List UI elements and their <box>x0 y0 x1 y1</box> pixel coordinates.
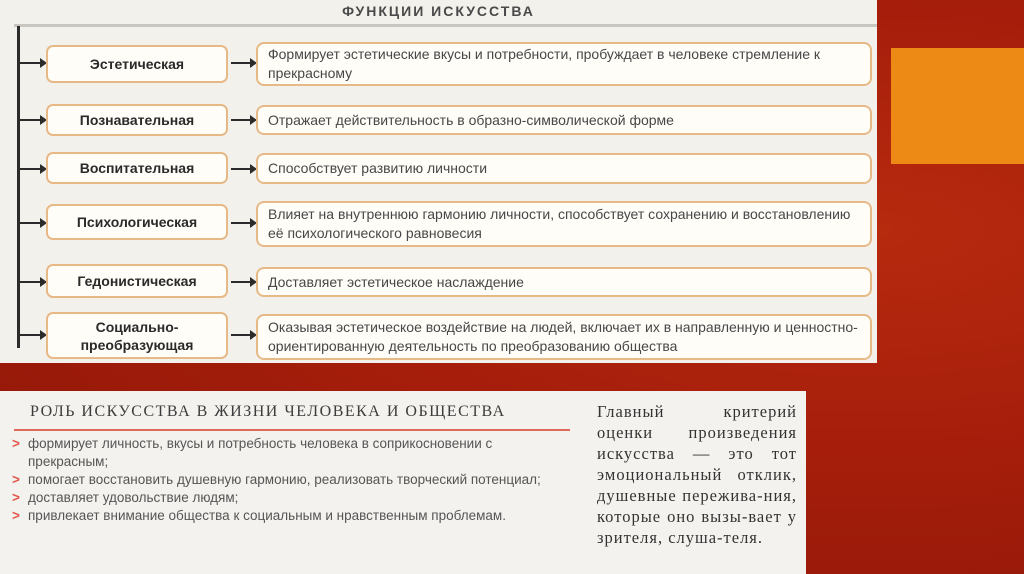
function-description: Способствует развитию личности <box>256 153 872 184</box>
role-title-underline <box>14 429 570 431</box>
decorative-orange-square <box>891 48 1024 164</box>
arrow-icon <box>231 62 251 64</box>
arrow-icon <box>231 222 251 224</box>
function-name: Социально-преобразующая <box>46 312 228 359</box>
arrow-icon <box>231 281 251 283</box>
role-panel <box>0 391 806 574</box>
diagram-spine-line <box>17 26 20 348</box>
chevron-right-icon: > <box>12 508 20 523</box>
title-underline <box>14 24 877 27</box>
role-list <box>12 435 572 525</box>
functions-title: ФУНКЦИИ ИСКУССТВА <box>342 3 535 19</box>
role-title: РОЛЬ ИСКУССТВА В ЖИЗНИ ЧЕЛОВЕКА И ОБЩЕСТВА <box>30 403 506 420</box>
arrow-icon <box>231 334 251 336</box>
function-name: Гедонистическая <box>46 264 228 298</box>
arrow-icon <box>19 334 41 336</box>
function-name: Познавательная <box>46 104 228 136</box>
function-description: Отражает действительность в образно-символической форме <box>256 105 872 135</box>
arrow-icon <box>19 62 41 64</box>
main-criterion-text: Главный критерий оценки произведения искусства — это тот эмоциональный отклик, душевные пережива-ния, которые оно вызы-вает у зрителя, слуша-теля. <box>597 402 797 547</box>
chevron-right-icon: > <box>12 472 20 487</box>
arrow-icon <box>19 168 41 170</box>
arrow-icon <box>231 119 251 121</box>
chevron-right-icon: > <box>12 436 20 451</box>
function-description: Формирует эстетические вкусы и потребности, пробуждает в человеке стремление к прекрасному <box>256 42 872 86</box>
arrow-icon <box>19 119 41 121</box>
arrow-icon <box>19 281 41 283</box>
function-name: Психологическая <box>46 204 228 240</box>
list-item: > помогает восстановить душевную гармонию, реализовать творческий потенциал; <box>12 472 541 487</box>
arrow-icon <box>19 222 41 224</box>
list-item: > привлекает внимание общества к социальным и нравственным проблемам. <box>12 508 506 523</box>
arrow-icon <box>231 168 251 170</box>
function-name: Эстетическая <box>46 45 228 83</box>
list-item: > доставляет удовольствие людям; <box>12 490 239 505</box>
function-name: Воспитательная <box>46 152 228 184</box>
function-description: Доставляет эстетическое наслаждение <box>256 267 872 297</box>
function-description: Влияет на внутреннюю гармонию личности, способствует сохранению и восстановлению её психологического равновесия <box>256 201 872 247</box>
chevron-right-icon: > <box>12 490 20 505</box>
list-item: > формирует личность, вкусы и потребность человека в соприкосновении с прекрасным; <box>12 436 493 469</box>
function-description: Оказывая эстетическое воздействие на людей, включает их в направленную и ценностно-ориентированную деятельность по преобразованию общества <box>256 314 872 360</box>
